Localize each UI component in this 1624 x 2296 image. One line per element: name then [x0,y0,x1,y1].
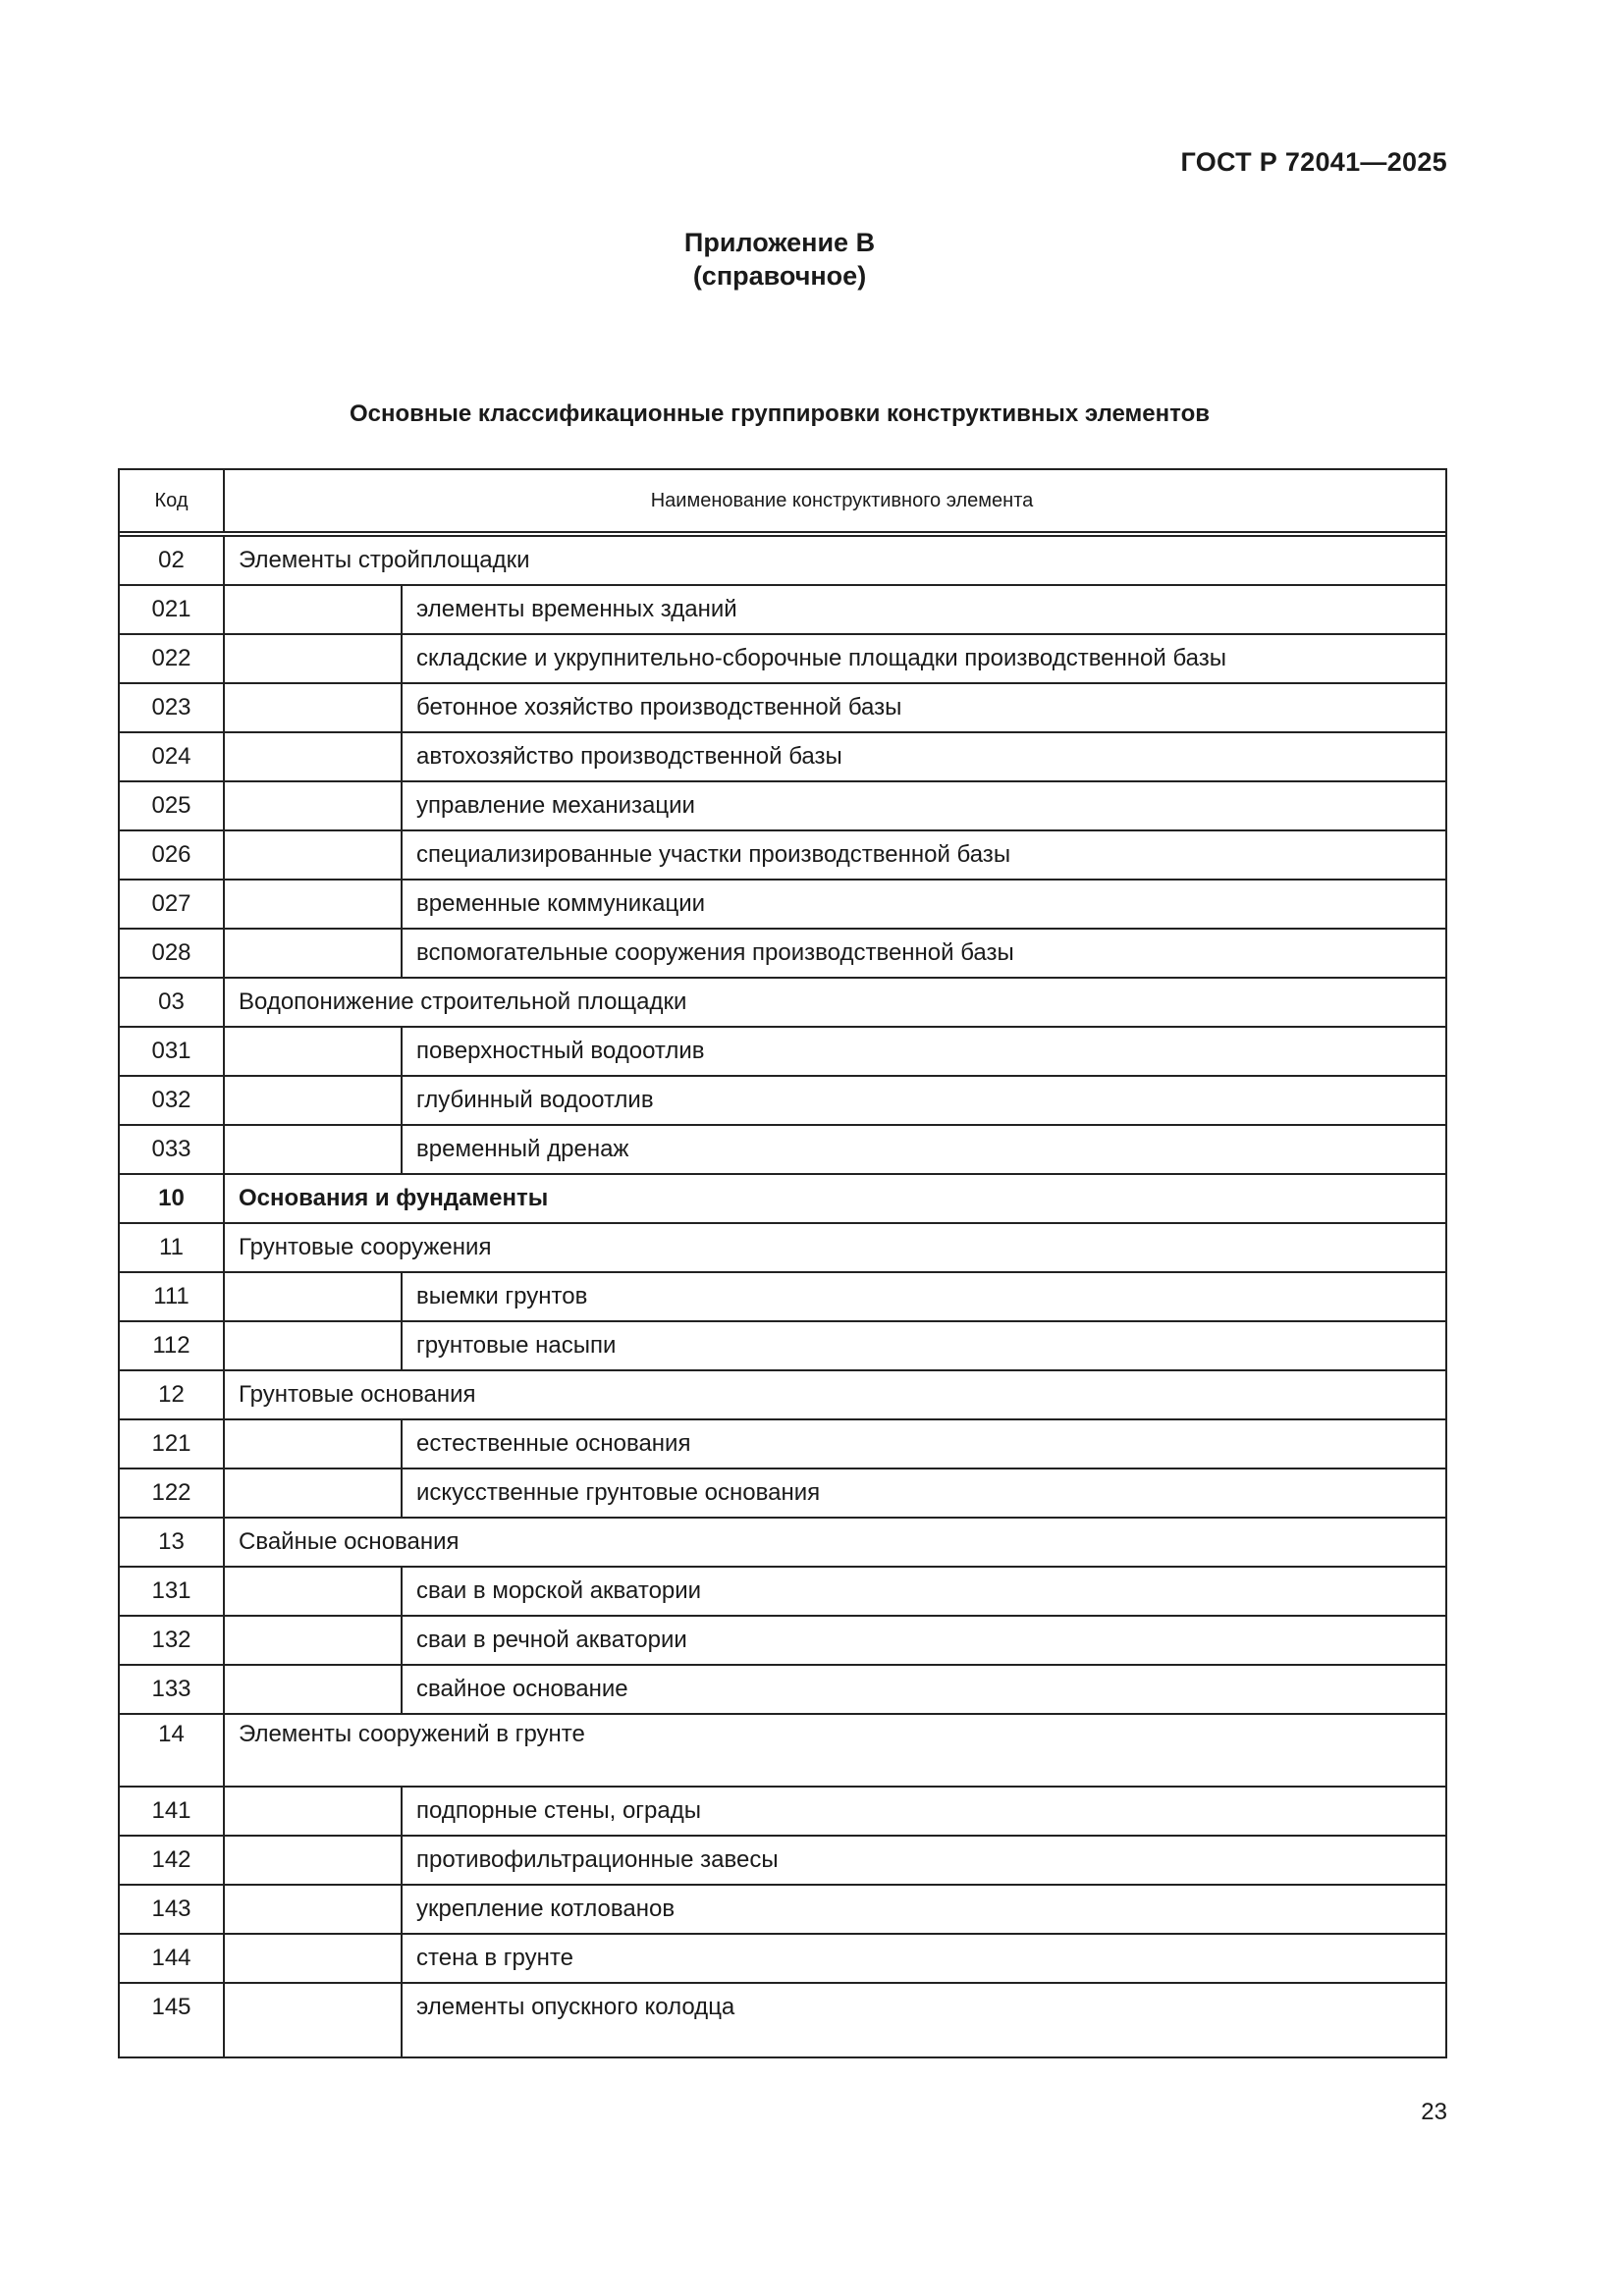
row-indent-cell [224,1468,402,1518]
row-name: управление механизации [402,781,1446,830]
row-indent-cell [224,1787,402,1836]
row-name: элементы опускного колодца [402,1983,1446,2057]
row-code: 121 [119,1419,224,1468]
table-row [119,1419,1446,1468]
row-indent-cell [224,1885,402,1934]
row-indent-cell [224,929,402,978]
appendix-title: Приложение В [683,228,876,257]
appendix-type: (справочное) [692,261,867,291]
table-row [119,830,1446,880]
row-code: 133 [119,1665,224,1714]
row-indent-cell [224,1665,402,1714]
row-code: 023 [119,683,224,732]
column-header-code: Код [119,469,224,532]
table-row [119,1714,1446,1787]
row-indent-cell [224,683,402,732]
table-row [119,1321,1446,1370]
row-code: 11 [119,1223,224,1272]
row-name: противофильтрационные завесы [402,1836,1446,1885]
table-row [119,1370,1446,1419]
row-indent-cell [224,1125,402,1174]
row-code: 145 [119,1983,224,2057]
page-number: 23 [1421,2099,1447,2125]
table-row [119,1174,1446,1223]
row-code: 14 [119,1714,224,1787]
row-name: свайное основание [402,1665,1446,1714]
row-code: 024 [119,732,224,781]
row-code: 027 [119,880,224,929]
row-code: 02 [119,536,224,585]
table-row [119,1665,1446,1714]
table-row [119,978,1446,1027]
row-indent-cell [224,1567,402,1616]
row-indent-cell [224,830,402,880]
table-row [119,781,1446,830]
row-code: 13 [119,1518,224,1567]
row-indent-cell [224,1934,402,1983]
row-code: 026 [119,830,224,880]
column-header-name: Наименование конструктивного элемента [224,469,1446,532]
row-name: грунтовые насыпи [402,1321,1446,1370]
table-row [119,732,1446,781]
row-indent-cell [224,1836,402,1885]
table-row [119,1934,1446,1983]
table-row [119,634,1446,683]
table-row [119,1983,1446,2057]
row-name: поверхностный водоотлив [402,1027,1446,1076]
row-indent-cell [224,1419,402,1468]
row-indent-cell [224,1983,402,2057]
row-name: глубинный водоотлив [402,1076,1446,1125]
table-row [119,1885,1446,1934]
row-name: специализированные участки производственной базы [402,830,1446,880]
row-code: 032 [119,1076,224,1125]
row-name: Водопонижение строительной площадки [224,978,1446,1027]
table-row [119,1468,1446,1518]
row-code: 033 [119,1125,224,1174]
table-row [119,1272,1446,1321]
row-code: 12 [119,1370,224,1419]
row-name: подпорные стены, ограды [402,1787,1446,1836]
row-code: 021 [119,585,224,634]
row-indent-cell [224,634,402,683]
row-name: элементы временных зданий [402,585,1446,634]
row-code: 03 [119,978,224,1027]
table-row [119,1076,1446,1125]
row-indent-cell [224,1027,402,1076]
row-indent-cell [224,1616,402,1665]
row-name: временный дренаж [402,1125,1446,1174]
row-code: 144 [119,1934,224,1983]
row-name: автохозяйство производственной базы [402,732,1446,781]
table-row [119,1518,1446,1567]
row-name: бетонное хозяйство производственной базы [402,683,1446,732]
row-indent-cell [224,732,402,781]
row-name: временные коммуникации [402,880,1446,929]
row-name: вспомогательные сооружения производственной базы [402,929,1446,978]
table-header-row [119,469,1446,532]
row-code: 141 [119,1787,224,1836]
row-name: складские и укрупнительно-сборочные площадки производственной базы [402,634,1446,683]
row-name: Грунтовые сооружения [224,1223,1446,1272]
table-row [119,585,1446,634]
row-code: 022 [119,634,224,683]
row-indent-cell [224,585,402,634]
table-row [119,1567,1446,1616]
row-indent-cell [224,1321,402,1370]
row-indent-cell [224,781,402,830]
row-code: 142 [119,1836,224,1885]
row-name: сваи в речной акватории [402,1616,1446,1665]
table-row [119,1787,1446,1836]
table-row [119,929,1446,978]
row-name: сваи в морской акватории [402,1567,1446,1616]
table-title: Основные классификационные группировки конструктивных элементов [350,400,1210,427]
row-code: 028 [119,929,224,978]
standard-code: ГОСТ Р 72041—2025 [1180,147,1447,177]
row-name: стена в грунте [402,1934,1446,1983]
row-name: Основания и фундаменты [224,1174,1446,1223]
row-code: 10 [119,1174,224,1223]
row-name: естественные основания [402,1419,1446,1468]
row-code: 132 [119,1616,224,1665]
row-code: 112 [119,1321,224,1370]
row-code: 131 [119,1567,224,1616]
row-code: 031 [119,1027,224,1076]
row-name: Грунтовые основания [224,1370,1446,1419]
table-row [119,880,1446,929]
table-row [119,1027,1446,1076]
row-code: 122 [119,1468,224,1518]
row-name: выемки грунтов [402,1272,1446,1321]
row-code: 111 [119,1272,224,1321]
table-row [119,1125,1446,1174]
row-code: 143 [119,1885,224,1934]
table-row [119,1223,1446,1272]
classification-table [118,468,1447,2058]
row-code: 025 [119,781,224,830]
row-name: Свайные основания [224,1518,1446,1567]
row-indent-cell [224,880,402,929]
row-name: Элементы сооружений в грунте [224,1714,1446,1787]
row-name: искусственные грунтовые основания [402,1468,1446,1518]
row-name: Элементы стройплощадки [224,536,1446,585]
row-indent-cell [224,1272,402,1321]
table-row [119,683,1446,732]
table-body [119,532,1446,2057]
row-name: укрепление котлованов [402,1885,1446,1934]
row-indent-cell [224,1076,402,1125]
table-row [119,1616,1446,1665]
table-row [119,536,1446,585]
appendix-heading [0,226,1559,293]
table-row [119,1836,1446,1885]
